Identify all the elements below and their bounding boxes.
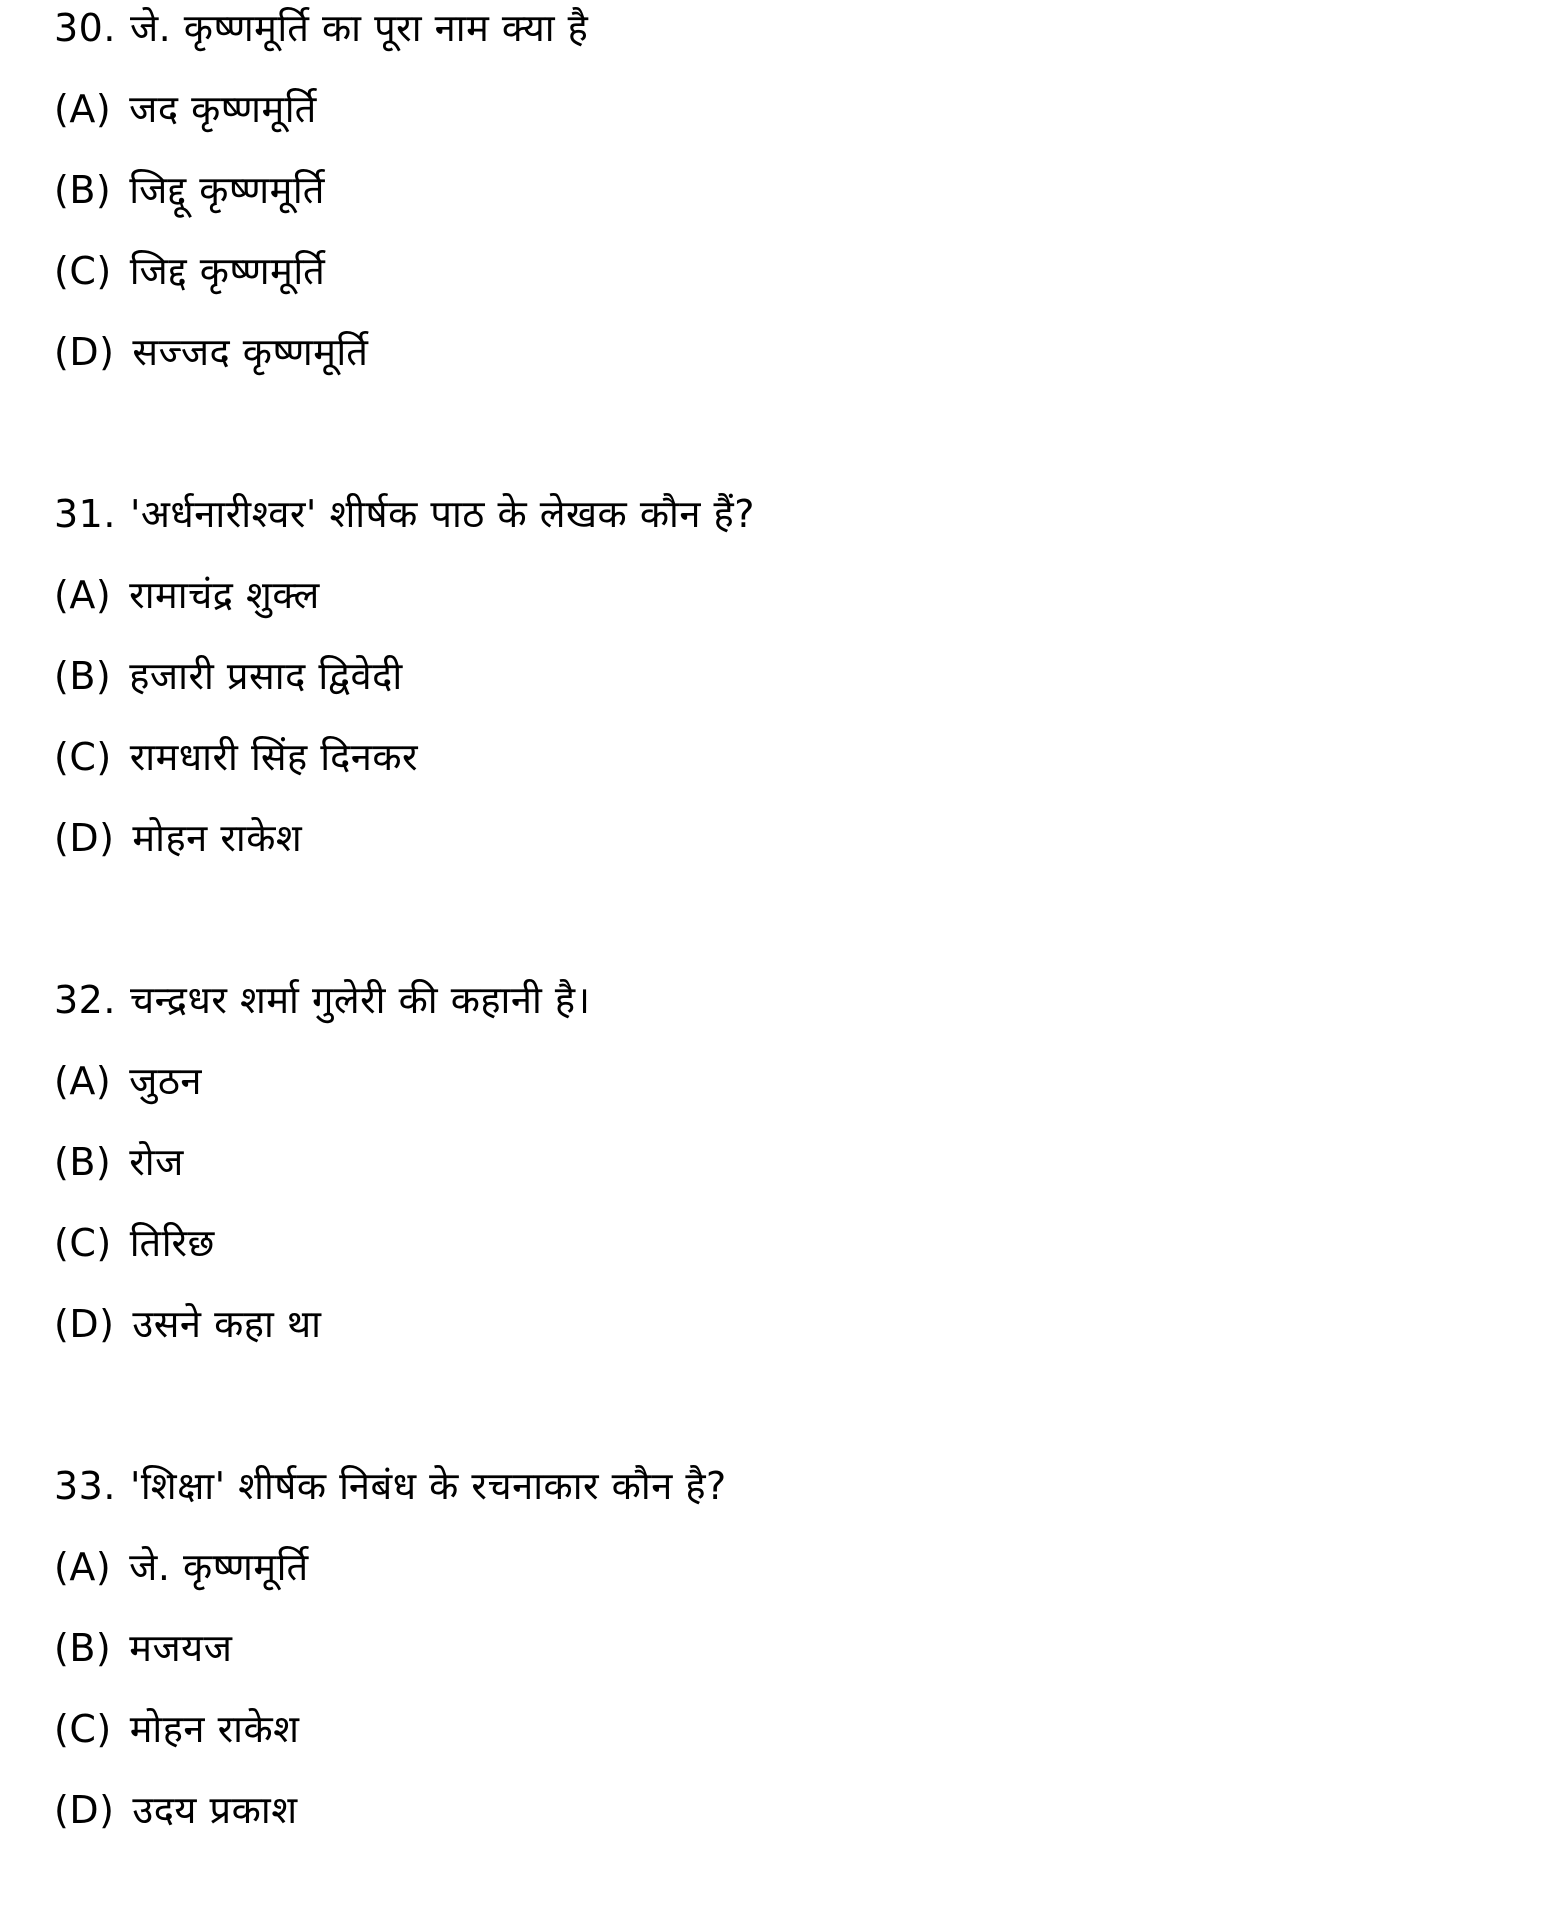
option-d <box>54 1769 1494 1850</box>
option-d <box>54 797 1494 878</box>
question-32 <box>54 959 1494 1364</box>
option-letter: (A) <box>54 572 112 617</box>
option-text: तिरिछ <box>129 1220 215 1265</box>
question-number: 30. <box>54 5 116 50</box>
question-33 <box>54 1445 1494 1850</box>
option-b <box>54 1121 1494 1202</box>
question-stem <box>54 473 1494 554</box>
option-letter: (D) <box>54 815 115 860</box>
option-letter: (A) <box>54 86 112 131</box>
option-text: मोहन राकेश <box>132 815 303 860</box>
question-text: चन्द्रधर शर्मा गुलेरी की कहानी है। <box>129 977 591 1022</box>
question-stem <box>54 959 1494 1040</box>
option-letter: (D) <box>54 329 115 374</box>
option-letter: (D) <box>54 1787 115 1832</box>
option-letter: (C) <box>54 1706 112 1751</box>
option-text: रोज <box>129 1139 184 1184</box>
option-text: जिद्द कृष्णमूर्ति <box>129 248 326 293</box>
option-text: जे. कृष्णमूर्ति <box>129 1544 309 1589</box>
option-letter: (B) <box>54 167 112 212</box>
option-d <box>54 1283 1494 1364</box>
question-30 <box>54 0 1494 392</box>
option-text: जुठन <box>129 1058 203 1103</box>
option-text: सज्जद कृष्णमूर्ति <box>132 329 369 374</box>
question-stem <box>54 0 1494 68</box>
option-b <box>54 149 1494 230</box>
option-text: जद कृष्णमूर्ति <box>129 86 317 131</box>
option-d <box>54 311 1494 392</box>
option-letter: (C) <box>54 248 112 293</box>
option-letter: (A) <box>54 1058 112 1103</box>
option-letter: (B) <box>54 1625 112 1670</box>
option-letter: (B) <box>54 653 112 698</box>
question-number: 33. <box>54 1463 116 1508</box>
question-sheet <box>54 0 1494 1850</box>
option-b <box>54 635 1494 716</box>
option-letter: (C) <box>54 1220 112 1265</box>
option-text: रामाचंद्र शुक्ल <box>129 572 320 617</box>
option-text: उसने कहा था <box>132 1301 322 1346</box>
question-number: 31. <box>54 491 116 536</box>
question-text: जे. कृष्णमूर्ति का पूरा नाम क्या है <box>129 5 589 50</box>
option-c <box>54 1202 1494 1283</box>
option-a <box>54 1040 1494 1121</box>
option-letter: (C) <box>54 734 112 779</box>
option-b <box>54 1607 1494 1688</box>
option-a <box>54 554 1494 635</box>
option-a <box>54 1526 1494 1607</box>
question-text: 'अर्धनारीश्वर' शीर्षक पाठ के लेखक कौन हैं? <box>129 491 755 536</box>
option-text: उदय प्रकाश <box>132 1787 298 1832</box>
option-letter: (D) <box>54 1301 115 1346</box>
question-text: 'शिक्षा' शीर्षक निबंध के रचनाकार कौन है? <box>129 1463 727 1508</box>
option-text: रामधारी सिंह दिनकर <box>129 734 419 779</box>
option-a <box>54 68 1494 149</box>
question-number: 32. <box>54 977 116 1022</box>
option-letter: (B) <box>54 1139 112 1184</box>
option-text: जिद्दू कृष्णमूर्ति <box>129 167 325 212</box>
question-stem <box>54 1445 1494 1526</box>
option-letter: (A) <box>54 1544 112 1589</box>
option-c <box>54 1688 1494 1769</box>
option-text: हजारी प्रसाद द्विवेदी <box>129 653 403 698</box>
option-text: मोहन राकेश <box>129 1706 300 1751</box>
option-text: मजयज <box>129 1625 233 1670</box>
option-c <box>54 716 1494 797</box>
option-c <box>54 230 1494 311</box>
question-31 <box>54 473 1494 878</box>
